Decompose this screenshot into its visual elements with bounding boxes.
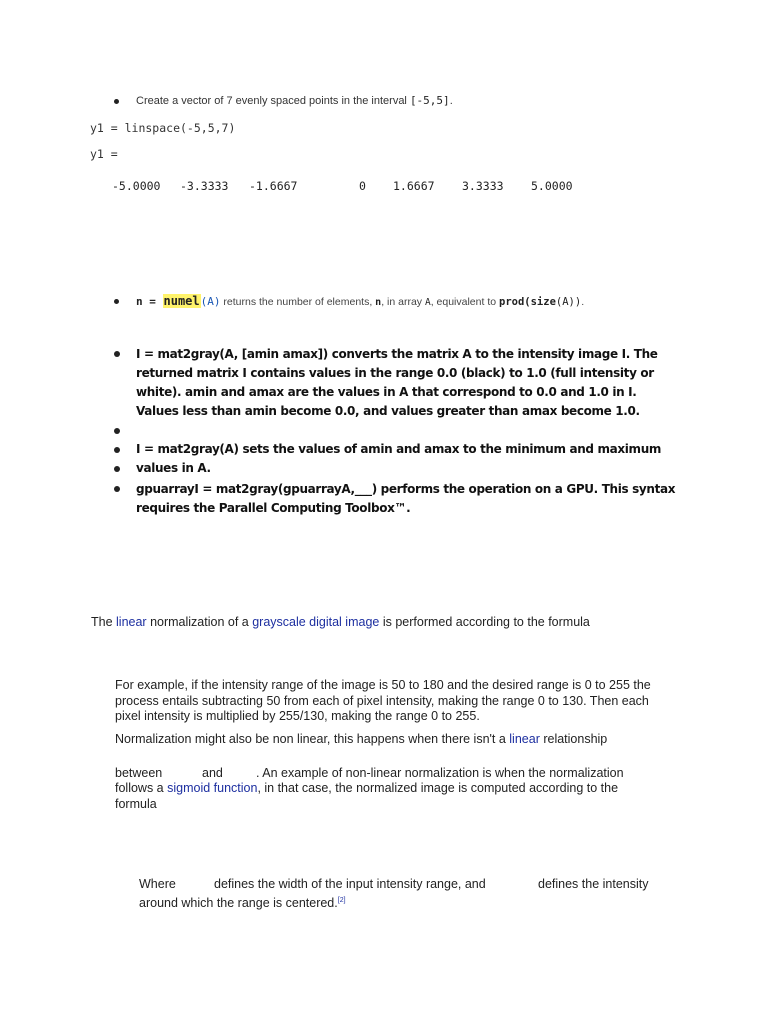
where-centered-text: around which the range is centered.: [139, 896, 338, 911]
prod-function-link[interactable]: prod(: [499, 296, 531, 308]
and-word: and: [202, 766, 223, 780]
intro-text: The: [91, 615, 117, 629]
intro-text: is performed according to the formula: [379, 615, 590, 629]
numel-desc: , equivalent to: [430, 296, 499, 308]
numel-paren-open: (: [200, 295, 208, 308]
code-output-label: y1 =: [90, 147, 118, 161]
sigmoid-intro: . An example of non-linear normalization is when the normalization: [256, 766, 624, 780]
output-value: 1.6667: [393, 179, 435, 193]
grayscale-image-link[interactable]: grayscale digital image: [252, 615, 380, 629]
bullet-numel-text: [136, 292, 584, 310]
numel-end: .: [581, 296, 585, 308]
formula-word: formula: [115, 797, 157, 811]
equiv-rest: (A)): [555, 296, 582, 308]
numel-arg: A: [207, 295, 214, 308]
bullet-marker: [114, 351, 120, 357]
normalization-intro: [91, 615, 590, 629]
between-word: between: [115, 766, 163, 780]
bullet-marker: [114, 466, 120, 472]
bullet-marker: [114, 486, 120, 492]
numel-var-n: n: [375, 297, 382, 308]
sigmoid-line: [115, 781, 618, 797]
where-width-text: defines the width of the input intensity range, and: [214, 877, 486, 891]
bullet-marker: [114, 428, 120, 434]
nonlinear-text: Normalization might also be non linear, this happens when there isn't a: [115, 732, 510, 746]
numel-desc: returns the number of elements,: [220, 296, 376, 308]
citation-link[interactable]: [2]: [337, 897, 346, 904]
where-word: Where: [139, 877, 176, 891]
bullet-marker: [114, 447, 120, 453]
bullet-linspace-desc: Create a vector of 7 evenly spaced points in the interval: [136, 95, 410, 107]
example-paragraph: For example, if the intensity range of the image is 50 to 180 and the desired range is 0 to 255 the process entails subtracting 50 from each of pixel intensity, making the range 0 to 130. Then each pixel intensity is multiplied by 255/130, making the range 0 to 255.: [115, 678, 651, 723]
mat2gray-item-gpu: gpuarrayI = mat2gray(gpuarrayA,___) performs the operation on a GPU. This syntax requires the Parallel Computing Toolbox™.: [136, 482, 676, 515]
interval-code: [-5,5]: [409, 94, 450, 107]
sigmoid-text: follows a: [115, 781, 168, 795]
bullet-marker: [114, 299, 119, 304]
numel-var-a: A: [424, 297, 431, 308]
output-value: 3.3333: [462, 179, 504, 193]
where-line2: [139, 893, 346, 912]
nonlinear-line: [115, 732, 607, 748]
sigmoid-text: , in that case, the normalized image is computed according to the: [257, 781, 619, 795]
linear-relationship-link[interactable]: linear: [509, 732, 540, 746]
output-value: -1.6667: [249, 179, 298, 193]
numel-lhs: n =: [136, 295, 163, 308]
bullet-linspace-end: .: [449, 95, 453, 107]
mat2gray-item-default: I = mat2gray(A) sets the values of amin and amax to the minimum and maximum values in A.: [136, 442, 662, 475]
mat2gray-item-range: I = mat2gray(A, [amin amax]) converts the matrix A to the intensity image I. The returned matrix I contains values in the range 0.0 (black) to 1.0 (full intensity or white). amin and amax are the values in A that correspond to 0.0 and 1.0 in I. Values less than amin become 0.0, and values greater than amax become 1.0.: [136, 347, 658, 418]
bullet-marker: [114, 99, 119, 104]
where-intensity-text: defines the intensity: [538, 877, 649, 891]
bullet-linspace-text: [136, 94, 453, 107]
output-value: -3.3333: [180, 179, 229, 193]
intro-text: normalization of a: [146, 615, 253, 629]
numel-function-link[interactable]: numel: [163, 294, 200, 308]
nonlinear-text: relationship: [539, 732, 608, 746]
linear-link[interactable]: linear: [116, 615, 147, 629]
numel-paren-close: ): [213, 295, 221, 308]
sigmoid-function-link[interactable]: sigmoid function: [167, 781, 258, 795]
size-function-link[interactable]: size: [530, 296, 556, 308]
output-value: 0: [359, 179, 366, 193]
numel-desc: , in array: [381, 296, 425, 308]
output-value: 5.0000: [531, 179, 573, 193]
output-value: -5.0000: [112, 179, 161, 193]
code-command: y1 = linspace(-5,5,7): [90, 121, 236, 135]
